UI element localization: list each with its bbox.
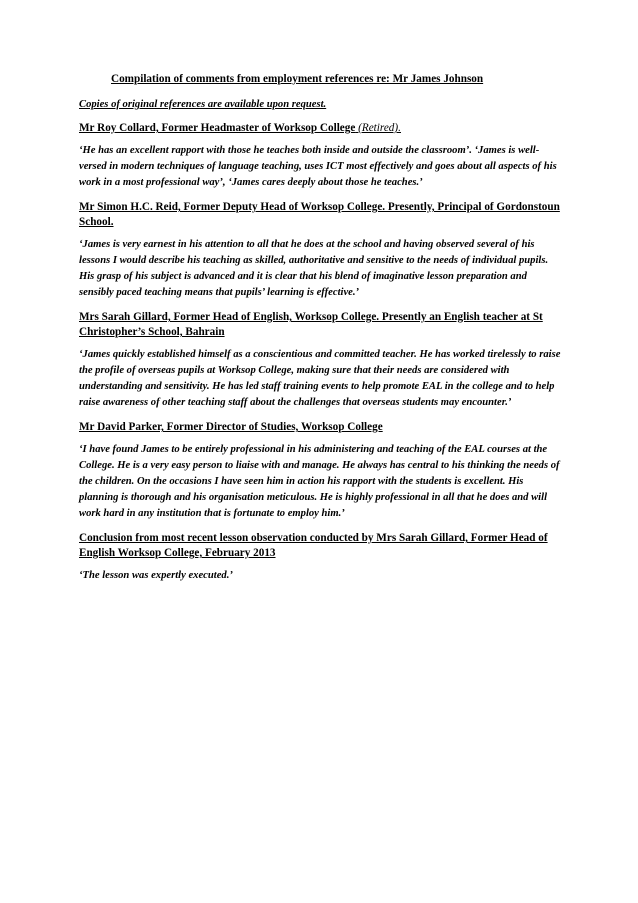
reference-quote: ‘James quickly established himself as a conscientious and committed teacher. He has worked tirelessly to raise the profile of overseas pupils at Worksop College, making sure that their needs are considered with understanding and sensitivity. He has led staff training events to help promote EAL in the college and to help raise awareness of other teaching staff about the challenges that overseas students may encounter.’: [79, 349, 561, 408]
reference-heading: Mr Simon H.C. Reid, Former Deputy Head of Worksop College. Presently, Principal of Gordonstoun School.: [79, 201, 560, 228]
reference-heading: [79, 121, 561, 136]
availability-note: Copies of original references are available upon request.: [79, 99, 327, 110]
document-page: [79, 72, 561, 593]
reference-gillard: [79, 310, 561, 411]
reference-quote: ‘The lesson was expertly executed.’: [79, 570, 233, 581]
reference-quote: ‘I have found James to be entirely professional in his administering and teaching of the EAL courses at the College. He is a very easy person to liaise with and manage. He always has central to his thinking the needs of the children. On the occasions I have seen him in action his rapport with the students is excellent. His planning is thorough and his organisation meticulous. He is highly professional in all that he does and will work hard in any institution that is fortunate to employ him.’: [79, 444, 560, 519]
reference-parker: [79, 420, 561, 522]
reference-quote: ‘James is very earnest in his attention to all that he does at the school and having observed several of his lessons I would describe his teaching as skilled, authoritative and sensitive to the needs of individual pupils. His grasp of his subject is advanced and it is clear that his blend of imaginative lesson preparation and sensibly paced teaching means that pupils’ learning is effective.’: [79, 239, 549, 298]
document-title: Compilation of comments from employment references re: Mr James Johnson: [111, 73, 484, 85]
reference-heading: Conclusion from most recent lesson observation conducted by Mrs Sarah Gillard, Former Head of English Worksop College, February 2013: [79, 532, 548, 559]
reference-reid: [79, 200, 561, 301]
reference-heading: Mr David Parker, Former Director of Studies, Worksop College: [79, 421, 383, 433]
reference-quote: ‘He has an excellent rapport with those he teaches both inside and outside the classroom’. ‘James is well-versed in modern techniques of language teaching, uses ICT most effectively and goes about all aspects of his work in a most professional way’, ‘James cares deeply about those he teaches.’: [79, 145, 557, 188]
referee-name: Mr Roy Collard, Former Headmaster of Worksop College: [79, 122, 356, 134]
reference-heading: Mrs Sarah Gillard, Former Head of English, Worksop College. Presently an English teacher at St Christopher’s School, Bahrain: [79, 311, 543, 338]
retired-label: (Retired).: [358, 122, 401, 134]
reference-collard: [79, 121, 561, 191]
lesson-observation-conclusion: [79, 531, 561, 584]
